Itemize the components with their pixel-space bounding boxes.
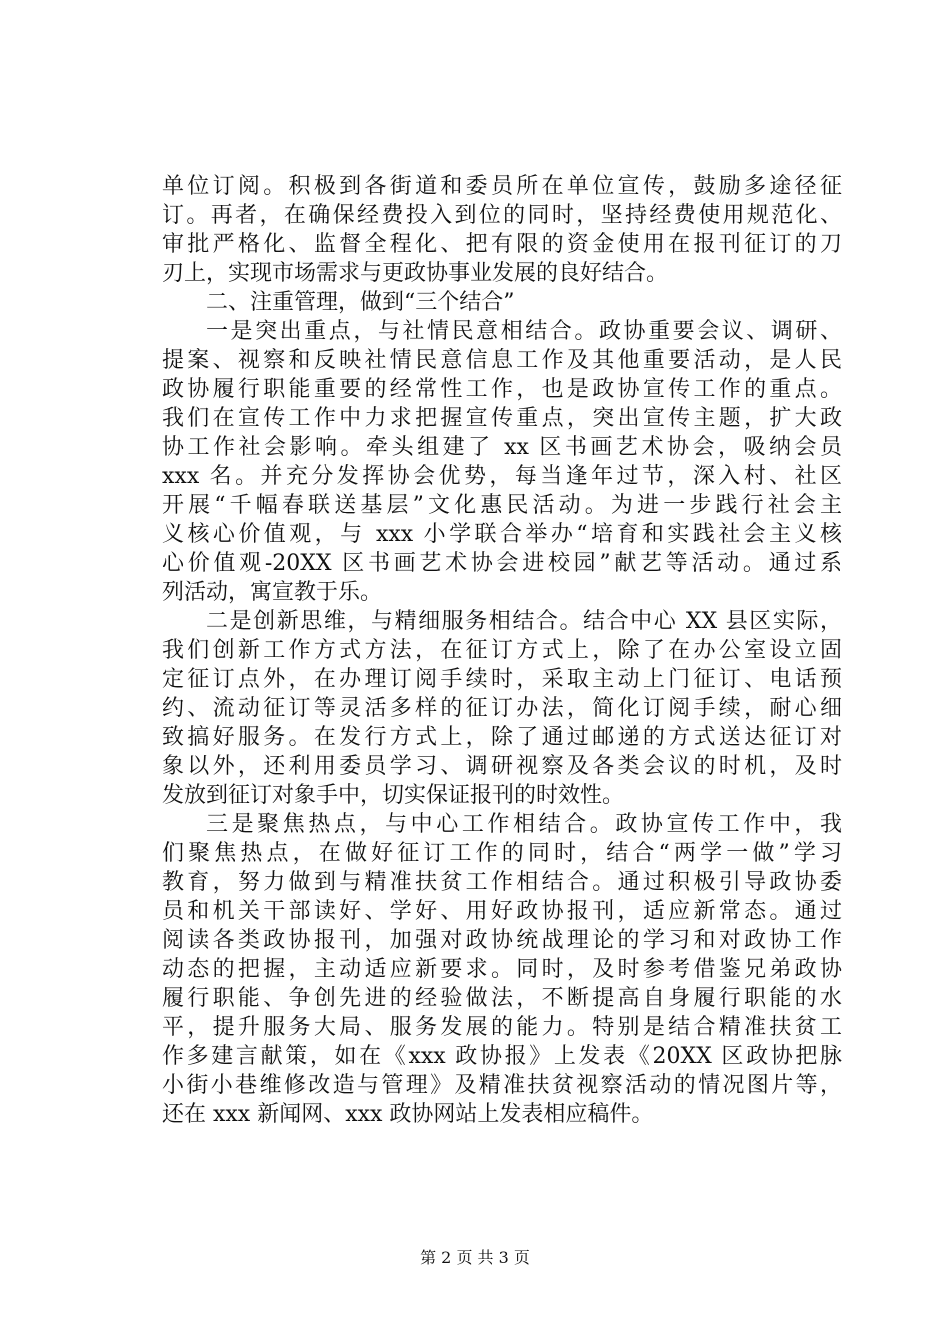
text-line: 协工作社会影响。牵头组建了 xx 区书画艺术协会，吸纳会员 xyxy=(162,435,842,460)
text-line: 们聚焦热点，在做好征订工作的同时，结合“两学一做”学习 xyxy=(162,841,842,866)
text-line: 小街小巷维修改造与管理》及精准扶贫视察活动的情况图片等， xyxy=(162,1073,842,1098)
text-line: 审批严格化、监督全程化、把有限的资金使用在报刊征订的刀 xyxy=(162,232,842,257)
text-line: 一是突出重点，与社情民意相结合。政协重要会议、调研、 xyxy=(206,319,842,344)
text-line: xxx 名。并充分发挥协会优势，每当逢年过节，深入村、社区 xyxy=(162,464,842,489)
text-line: 提案、视察和反映社情民意信息工作及其他重要活动，是人民 xyxy=(162,348,842,373)
text-line: 履行职能、争创先进的经验做法，不断提高自身履行职能的水 xyxy=(162,986,842,1011)
document-body xyxy=(162,172,842,1129)
text-line: 心价值观-20XX 区书画艺术协会进校园”献艺等活动。通过系 xyxy=(162,551,842,576)
text-line: 我们在宣传工作中力求把握宣传重点，突出宣传主题，扩大政 xyxy=(162,406,842,431)
text-line: 致搞好服务。在发行方式上，除了通过邮递的方式送达征订对 xyxy=(162,725,842,750)
text-line: 订。再者，在确保经费投入到位的同时，坚持经费使用规范化、 xyxy=(162,203,842,228)
text-line: 列活动，寓宣教于乐。 xyxy=(162,580,383,605)
text-line: 员和机关干部读好、学好、用好政协报刊，适应新常态。通过 xyxy=(162,899,842,924)
text-line: 三是聚焦热点，与中心工作相结合。政协宣传工作中，我 xyxy=(206,812,842,837)
text-line: 二是创新思维，与精细服务相结合。结合中心 XX 县区实际， xyxy=(206,609,842,634)
text-line: 刃上，实现市场需求与更政协事业发展的良好结合。 xyxy=(162,261,669,286)
text-line: 发放到征订对象手中，切实保证报刊的时效性。 xyxy=(162,783,625,808)
text-line: 开展“千幅春联送基层”文化惠民活动。为进一步践行社会主 xyxy=(162,493,842,518)
text-line: 定征订点外，在办理订阅手续时，采取主动上门征订、电话预 xyxy=(162,667,842,692)
text-line: 政协履行职能重要的经常性工作，也是政协宣传工作的重点。 xyxy=(162,377,842,402)
text-line: 我们创新工作方式方法，在征订方式上，除了在办公室设立固 xyxy=(162,638,842,663)
text-line: 作多建言献策，如在《xxx 政协报》上发表《20XX 区政协把脉 xyxy=(162,1044,842,1069)
text-line: 约、流动征订等灵活多样的征订办法，简化订阅手续，耐心细 xyxy=(162,696,842,721)
text-line: 动态的把握，主动适应新要求。同时，及时参考借鉴兄弟政协 xyxy=(162,957,842,982)
text-line: 平，提升服务大局、服务发展的能力。特别是结合精准扶贫工 xyxy=(162,1015,842,1040)
text-line: 单位订阅。积极到各街道和委员所在单位宣传，鼓励多途径征 xyxy=(162,174,842,199)
text-line: 二、注重管理，做到“三个结合” xyxy=(206,290,515,315)
text-line: 阅读各类政协报刊，加强对政协统战理论的学习和对政协工作 xyxy=(162,928,842,953)
text-line: 象以外，还利用委员学习、调研视察及各类会议的时机，及时 xyxy=(162,754,842,779)
text-line: 义核心价值观，与 xxx 小学联合举办“培育和实践社会主义核 xyxy=(162,522,842,547)
text-line: 还在 xxx 新闻网、xxx 政协网站上发表相应稿件。 xyxy=(162,1102,654,1127)
text-line: 教育，努力做到与精准扶贫工作相结合。通过积极引导政协委 xyxy=(162,870,842,895)
page-footer: 第 2 页 共 3 页 xyxy=(420,1248,530,1267)
